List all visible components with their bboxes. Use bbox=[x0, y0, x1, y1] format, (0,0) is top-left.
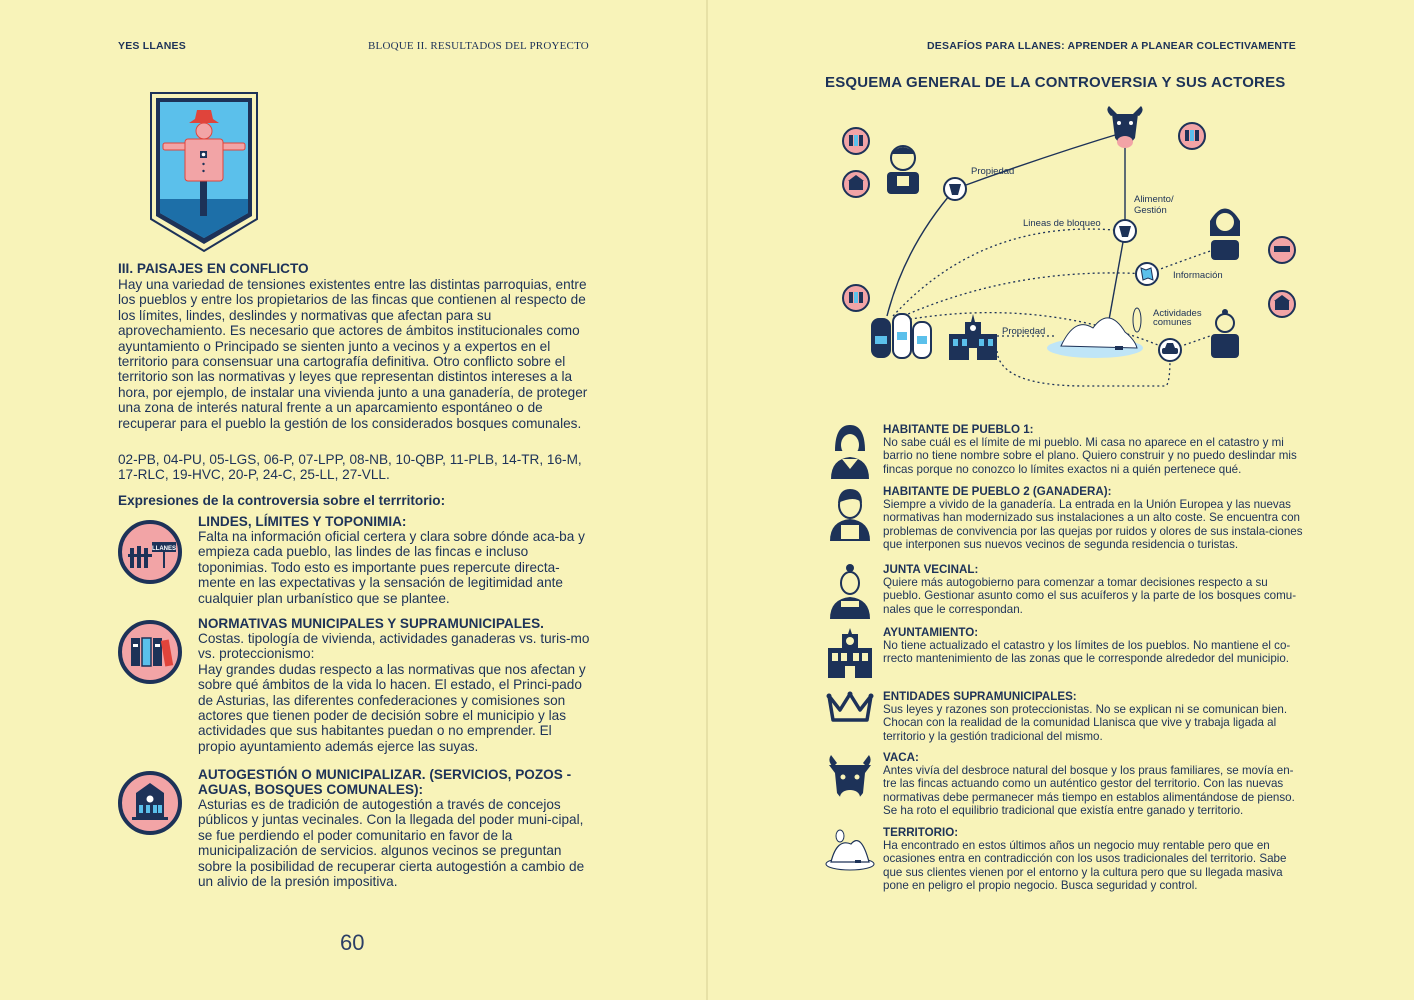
actor-description: Antes vivía del desbroce natural del bosque y los praus familiares, se movía en-tre las fincas actuando como un auténtico gestor del territorio. Con las nuevas normativas debe permanecer más tiempo en establos alimentándose de pienso. Se ha roto el equilibrio tradicional que existía entre ganado y territorio. bbox=[883, 764, 1295, 817]
codes-list: 02-PB, 04-PU, 05-LGS, 06-P, 07-LPP, 08-NB, 10-QBP, 11-PLB, 14-TR, 16-M, 17-RLC, 19-HVC, 20-P, 24-C, 25-LL, 27-VLL. bbox=[118, 452, 582, 483]
right-page bbox=[707, 0, 1414, 1000]
actor-name: AYUNTAMIENTO: bbox=[883, 626, 979, 639]
expression-title: AUTOGESTIÓN O MUNICIPALIZAR. (SERVICIOS, POZOS - AGUAS, BOSQUES COMUNALES): bbox=[198, 767, 572, 797]
label-lineas-bloqueo: Lineas de bloqueo bbox=[1023, 218, 1101, 229]
actor-description: Ha encontrado en estos últimos años un negocio muy rentable pero que en ocasiones entra en contradicción con los usos tradicionales del territorio. Sabe que sus clientes vienen por el entorno y la cultura pero que su llegada masiva pone en peligro el propio negocio. Busca seguridad y control. bbox=[883, 839, 1287, 892]
lindes-icon bbox=[118, 520, 182, 584]
section-title: III. PAISAJES EN CONFLICTO bbox=[118, 261, 309, 276]
label-propiedad-bottom: Propiedad bbox=[1002, 326, 1046, 337]
expression-text bbox=[198, 767, 593, 889]
page-number: 60 bbox=[340, 930, 365, 955]
town-hall-icon bbox=[118, 771, 182, 835]
big-cow-icon bbox=[1107, 106, 1142, 148]
expression-paragraph: Hay grandes dudas respecto a las normativas que nos afectan y sobre qué ámbitos de la vida lo hacen. El estado, el Princi-pado de Asturias, las diferentes confederaciones y comisiones son actores que tienen poder de decisión sobre el municipio y las actividades que sus habitantes puedan o no emprender. El propio ayuntamiento además ejerce las suyas. bbox=[198, 661, 586, 754]
cow-node-2 bbox=[1114, 220, 1136, 242]
bloqueo-line-2 bbox=[899, 273, 1147, 318]
crown-icon bbox=[825, 690, 875, 748]
actor-description: No tiene actualizado el catastro y los límites de los pueblos. No mantiene el co-rrecto mantenimiento de las zonas que le corresponde alrededor del municipio. bbox=[883, 639, 1291, 666]
landscape-icon bbox=[1047, 308, 1143, 358]
controversy-diagram bbox=[825, 96, 1305, 396]
city-hall-icon bbox=[825, 626, 875, 684]
expression-title: NORMATIVAS MUNICIPALES Y SUPRAMUNICIPALES. bbox=[198, 616, 544, 631]
expression-paragraph: Costas. tipología de vivienda, actividades ganaderas vs. turis-mo vs. proteccionismo: bbox=[198, 631, 590, 662]
car-node bbox=[1159, 339, 1181, 361]
expression-paragraph: Asturias es de tradición de autogestión a través de concejos públicos y juntas vecinales. Con la llegada del poder muni-cipal, se fue perdiendo el poder comunitario en favor de la municipalización de servicios. algunos vecinos se preguntan sobre la posibilidad de recuperar cierta autogestión a cambio de un alivio de la presión impositiva. bbox=[198, 797, 585, 890]
label-propiedad-top: Propiedad bbox=[971, 166, 1015, 177]
binders-node-3 bbox=[843, 285, 869, 311]
woman-icon bbox=[825, 423, 875, 481]
lindes-badge: LLANES bbox=[152, 546, 176, 552]
city-hall-figure-icon bbox=[949, 314, 997, 360]
expression-title: LINDES, LÍMITES Y TOPONIMIA: bbox=[198, 514, 407, 529]
actor-name: VACA: bbox=[883, 751, 919, 764]
territory-icon bbox=[825, 826, 875, 884]
label-actividades-1: Actividades bbox=[1153, 308, 1202, 319]
actor-name: ENTIDADES SUPRAMUNICIPALES: bbox=[883, 690, 1077, 703]
expression-paragraph: Falta na información oficial certera y clara sobre dónde aca-ba y empieza cada pueblo, las lindes de las fincas e incluso toponimias. Todo esto es importante pues repercute directa-mente en las expectativas y la sensación de legitimidad ante cualquier plan urbanístico que se plantee. bbox=[198, 529, 585, 606]
actor-name: TERRITORIO: bbox=[883, 826, 959, 839]
farmer-icon bbox=[825, 485, 875, 543]
neighbor-figure-icon bbox=[1211, 309, 1239, 358]
label-alimento-1: Alimento/ bbox=[1134, 194, 1174, 205]
actor-name: HABITANTE DE PUEBLO 2 (GANADERA): bbox=[883, 485, 1112, 498]
diagram-title: ESQUEMA GENERAL DE LA CONTROVERSIA Y SUS ACTORES bbox=[825, 74, 1286, 91]
header-left: YES LLANES bbox=[118, 40, 186, 52]
expressions-title: Expresiones de la controversia sobre el terrritorio: bbox=[118, 493, 446, 508]
binders-icon bbox=[118, 620, 182, 684]
header-center: BLOQUE II. RESULTADOS DEL PROYECTO bbox=[368, 40, 589, 52]
actor-name: JUNTA VECINAL: bbox=[883, 563, 979, 576]
houses-icon bbox=[871, 314, 931, 358]
binders-node-1 bbox=[843, 128, 869, 154]
binders-node-2 bbox=[1179, 123, 1205, 149]
scarecrow-shield-icon bbox=[149, 91, 259, 253]
actor-description: Siempre a vivido de la ganadería. La entrada en la Unión Europea y las nuevas normativas han modernizado sus instalaciones a un alto coste. Se encuentra con problemas de convivencia por las quejas por ruidos y olores de sus instala-ciones que interponen sus nuevos vecinos de segunda residencia o turistas. bbox=[883, 498, 1303, 551]
cow-icon bbox=[825, 751, 875, 809]
label-actividades-2: comunes bbox=[1153, 317, 1192, 328]
map-node bbox=[1136, 263, 1158, 285]
actor-description: Sus leyes y razones son proteccionistas. No se explican ni se comunican bien. Chocan con la realidad de la comunidad Llanisca que vive y trabaja ligada al territorio y la gestión tradicional del mismo. bbox=[883, 703, 1288, 743]
lindes-node bbox=[1269, 237, 1295, 263]
expression-text bbox=[198, 514, 593, 606]
expression-text bbox=[198, 616, 593, 754]
townhall-node-1 bbox=[843, 171, 869, 197]
bloqueo-line-1 bbox=[893, 229, 1125, 316]
cow-to-territory-line bbox=[1107, 231, 1125, 331]
actor-name: HABITANTE DE PUEBLO 1: bbox=[883, 423, 1034, 436]
label-informacion: Información bbox=[1173, 270, 1223, 281]
label-alimento-2: Gestión bbox=[1134, 205, 1167, 216]
propiedad-line bbox=[955, 132, 1125, 189]
actor-description: No sabe cuál es el límite de mi pueblo. Mi casa no aparece en el catastro y mi barrio no tiene nombre sobre el plano. Quiero construir y no puedo deslindar mis fincas porque no conozco lo límites exactos ni a quién pertenece qué. bbox=[883, 436, 1297, 476]
farmer-figure-icon bbox=[887, 146, 919, 194]
section-body: Hay una variedad de tensiones existentes entre las distintas parroquias, entre los pueblos y entre los propietarios de las fincas que contienen al respecto de los límites, lindes, deslindes y normativas que afectan para su aprovechamiento. Es necesario que actores de ámbitos institucionales como ayuntamiento o Principado se sienten junto a vecinos y a expertos en el territorio para consensuar una cartografía definitiva. Otro conflicto sobre el territorio son las normativas y leyes que representan distintos intereses a la hora, por ejemplo, de instalar una vivienda junto a una ganadería, de proteger una zona de interés natural frente a un aparcamiento espontáneo o de recuperar para el pueblo la gestión de los considerados bosques comunales. bbox=[118, 277, 588, 431]
cow-node-1 bbox=[944, 178, 966, 200]
propiedad-to-houses-line bbox=[887, 189, 955, 316]
header-right: DESAFÍOS PARA LLANES: APRENDER A PLANEAR COLECTIVAMENTE bbox=[927, 40, 1296, 52]
woman-figure-icon bbox=[1210, 209, 1240, 261]
neighbor-icon bbox=[825, 563, 875, 621]
actor-description: Quiere más autogobierno para comenzar a tomar decisiones respecto a su pueblo. Gestionar asunto como el sus acuíferos y la parte de los bosques comu-nales que le correspondan. bbox=[883, 576, 1297, 616]
townhall-node-2 bbox=[1269, 291, 1295, 317]
